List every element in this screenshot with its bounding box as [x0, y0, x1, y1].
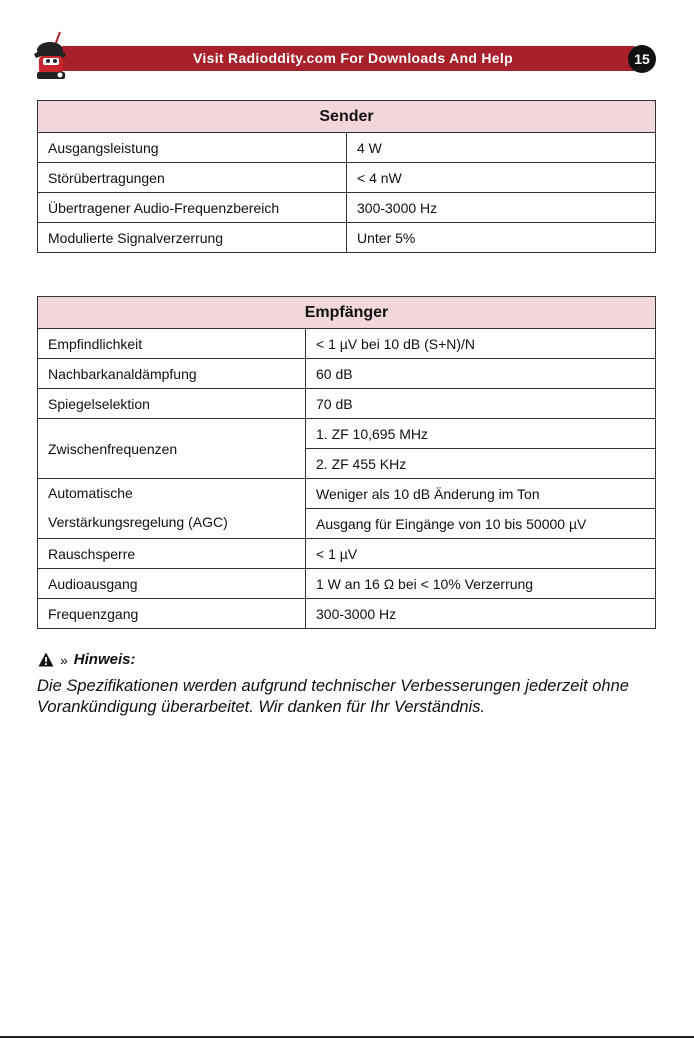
spec-value: Weniger als 10 dB Änderung im Ton [306, 479, 656, 509]
spec-value: 60 dB [306, 359, 656, 389]
spec-value: < 1 µV bei 10 dB (S+N)/N [306, 329, 656, 359]
spec-label: Frequenzgang [38, 599, 306, 629]
header-banner [62, 46, 644, 71]
note-heading [38, 651, 135, 668]
spec-label: Audioausgang [38, 569, 306, 599]
spec-value: 300-3000 Hz [306, 599, 656, 629]
spec-label: Empfindlichkeit [38, 329, 306, 359]
spec-value: 70 dB [306, 389, 656, 419]
spec-value: Ausgang für Eingänge von 10 bis 50000 µV [306, 509, 656, 539]
warning-icon [38, 652, 54, 667]
table-row [38, 419, 656, 449]
spec-value: 2. ZF 455 KHz [306, 449, 656, 479]
table-row [38, 479, 656, 509]
spec-label-line: Automatische [48, 485, 133, 501]
spec-label: Störübertragungen [38, 163, 347, 193]
spec-label-line: Verstärkungsregelung (AGC) [48, 514, 228, 530]
spec-label: Modulierte Signalverzerrung [38, 223, 347, 253]
spec-value: Unter 5% [347, 223, 656, 253]
spec-label: Spiegelselektion [38, 389, 306, 419]
table-row [38, 569, 656, 599]
note-title: Hinweis: [73, 651, 136, 668]
table-row [38, 539, 656, 569]
page-bottom-divider [0, 1036, 694, 1038]
page-number: 15 [628, 45, 656, 73]
spec-label: Nachbarkanaldämpfung [38, 359, 306, 389]
spec-value: 1. ZF 10,695 MHz [306, 419, 656, 449]
receiver-table-title: Empfänger [38, 297, 656, 329]
sender-spec-table [37, 100, 656, 253]
table-row [38, 359, 656, 389]
spec-value: < 4 nW [347, 163, 656, 193]
spec-label: Übertragener Audio-Frequenzbereich [38, 193, 347, 223]
table-row [38, 389, 656, 419]
spec-label: Ausgangsleistung [38, 133, 347, 163]
spec-label: Rauschsperre [38, 539, 306, 569]
table-row [38, 163, 656, 193]
page-header [0, 0, 694, 90]
table-row [38, 193, 656, 223]
sender-table-title: Sender [38, 101, 656, 133]
note-text: Die Spezifikationen werden aufgrund technischer Verbesserungen jederzeit ohne Vorankündigung überarbeitet. Wir danken für Ihr Verständnis. [37, 677, 629, 716]
radioddity-logo-icon [26, 30, 78, 82]
receiver-spec-table [37, 296, 656, 629]
note-prefix: » [60, 651, 68, 668]
table-row [38, 223, 656, 253]
table-row [38, 329, 656, 359]
spec-value: 4 W [347, 133, 656, 163]
spec-label-agc [38, 479, 306, 539]
spec-label: Zwischenfrequenzen [38, 419, 306, 479]
spec-value: 300-3000 Hz [347, 193, 656, 223]
table-row [38, 599, 656, 629]
spec-value: 1 W an 16 Ω bei < 10% Verzerrung [306, 569, 656, 599]
banner-text: Visit Radioddity.com For Downloads And Help [193, 50, 513, 66]
table-row [38, 133, 656, 163]
spec-value: < 1 µV [306, 539, 656, 569]
